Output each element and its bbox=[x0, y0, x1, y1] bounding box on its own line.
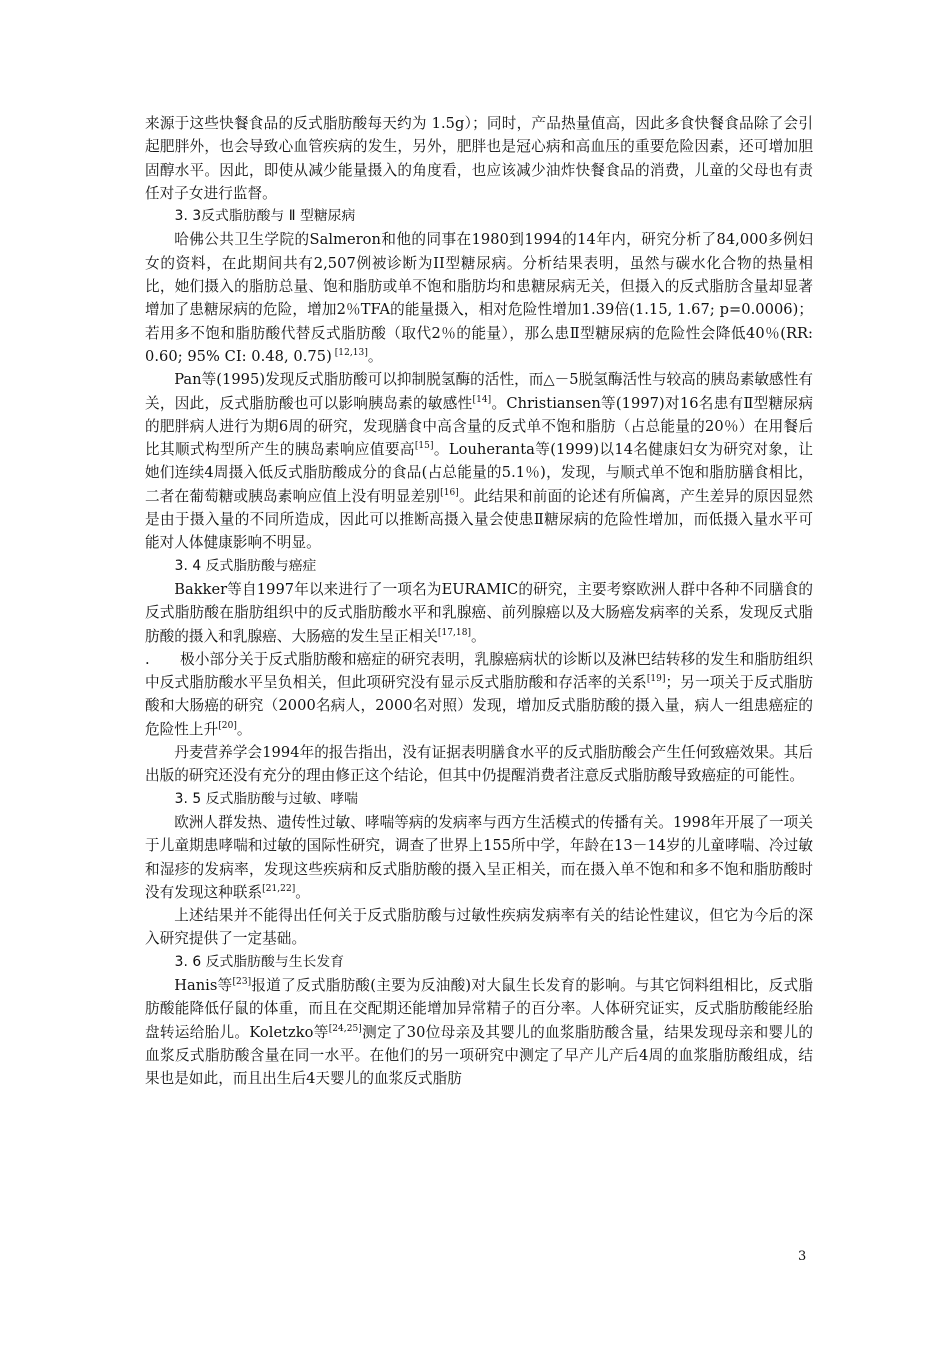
page-number: 3 bbox=[798, 1249, 807, 1264]
paragraph-text: 极小部分关于反式脂肪酸和癌症的研究表明，乳腺癌病状的诊断以及淋巴结转移的发生和脂肪组织中反式脂肪酸水平呈负相关，但此项研究没有显示反式脂肪酸和存活率的关系 bbox=[145, 650, 813, 692]
paragraph-text: 。Louheranta等(1999)以14名健康妇女为研究对象，让她们连续4周摄入低反式脂肪酸成分的食品(占总能量的5.1％)，发现，与顺式单不饱和脂肪膳食相比，二者在葡萄糖或胰岛素响应值上没有明显差别 bbox=[145, 441, 813, 505]
paragraph-text: 。 bbox=[367, 347, 383, 365]
citation: [15] bbox=[414, 441, 434, 452]
paragraph-3-3-b bbox=[145, 368, 813, 554]
paragraph-text: 。 bbox=[471, 627, 486, 645]
paragraph-3-5-b bbox=[145, 904, 813, 951]
citation: [19] bbox=[646, 674, 666, 685]
citation: [21,22] bbox=[262, 883, 296, 894]
section-heading-3-4: 3. 4 反式脂肪酸与癌症 bbox=[174, 557, 317, 574]
paragraph-text: 。 bbox=[236, 720, 252, 738]
paragraph-text: 。此结果和前面的论述有所偏离，产生差异的原因显然是由于摄入量的不同所造成，因此可以推断高摄入量会使患Ⅱ糖尿病的危险性增加，而低摄入量水平可能对人体健康影响不明显。 bbox=[145, 487, 813, 552]
paragraph-3-6-a bbox=[145, 974, 813, 1090]
paragraph-3-4-a bbox=[145, 578, 813, 648]
section-heading-3-5: 3. 5 反式脂肪酸与过敏、哮喘 bbox=[174, 790, 358, 807]
citation: [14] bbox=[472, 394, 492, 405]
paragraph-text: 哈佛公共卫生学院的Salmeron和他的同事在1980到1994的14年内，研究分析了84,000多例妇女的资料，在此期间共有2,507例被诊断为II型糖尿病。分析结果表明，虽然与碳水化合物的热量相比，她们摄入的脂肪总量、饱和脂肪或单不饱和脂肪均和患糖尿病无关，但摄入的反式脂肪含量却显著增加了患糖尿病的危险，增加2％TFA的能量摄入，相对危险性增加1.39倍(1.15, 1.67; p=0.0006)；若用多不饱和脂肪酸代替反式脂肪酸（取代2％的能量），那么患Ⅱ型糖尿病的危险性会降低40％(RR: 0.60; 95% CI: 0.48, 0.75) bbox=[145, 231, 813, 365]
paragraph-text: Hanis等 bbox=[174, 976, 233, 994]
body-text bbox=[145, 112, 813, 1090]
section-heading-3-6: 3. 6 反式脂肪酸与生长发育 bbox=[174, 953, 345, 970]
paragraph-3-3-a bbox=[145, 228, 813, 368]
paragraph-text: 丹麦营养学会1994年的报告指出，没有证据表明膳食水平的反式脂肪酸会产生任何致癌效果。其后出版的研究还没有充分的理由修正这个结论，但其中仍提醒消费者注意反式脂肪酸导致癌症的可能性。 bbox=[145, 744, 813, 785]
paragraph-3-4-b bbox=[145, 648, 813, 741]
paragraph-text: ；另一项关于反式脂肪酸和大肠癌的研究（2000名病人，2000名对照）发现，增加反式脂肪酸的摄入量，病人一组患癌症的危险性上升 bbox=[145, 674, 813, 738]
intro-text: 来源于这些快餐食品的反式脂肪酸每天约为 1.5g）；同时，产品热量值高，因此多食快餐食品除了会引起肥胖外，也会导致心血管疾病的发生，另外，肥胖也是冠心病和高血压的重要危险因素，还可增加胆固醇水平。因此，即使从减少能量摄入的角度看，也应该减少油炸快餐食品的消费，儿童的父母也有责任对子女进行监督。 bbox=[145, 115, 813, 202]
intro-paragraph bbox=[145, 112, 813, 205]
citation: [20] bbox=[218, 720, 237, 731]
paragraph-text: 欧洲人群发热、遗传性过敏、哮喘等病的发病率与西方生活模式的传播有关。1998年开展了一项关于儿童期患哮喘和过敏的国际性研究，调查了世界上155所中学，年龄在13－14岁的儿童哮喘、冷过敏和湿疹的发病率，发现这些疾病和反式脂肪酸的摄入呈正相关，而在摄入单不饱和和多不饱和脂肪酸时没有发现这种联系 bbox=[145, 813, 813, 901]
paragraph-text: 。 bbox=[295, 883, 310, 901]
citation: [17,18] bbox=[437, 627, 472, 638]
citation: [24,25] bbox=[328, 1023, 362, 1034]
paragraph-text: Pan等(1995)发现反式脂肪酸可以抑制脱氢酶的活性，而△－5脱氢酶活性与较高的胰岛素敏感性有关，因此，反式脂肪酸也可以影响胰岛素的敏感性 bbox=[145, 371, 813, 412]
citation: [16] bbox=[440, 487, 459, 498]
paragraph-text: 测定了30位母亲及其婴儿的血浆脂肪酸含量，结果发现母亲和婴儿的血浆反式脂肪酸含量在同一水平。在他们的另一项研究中测定了早产儿产后4周的血浆脂肪酸组成，结果也是如此，而且出生后4天婴儿的血浆反式脂肪 bbox=[145, 1023, 813, 1088]
paragraph-text: 上述结果并不能得出任何关于反式脂肪酸与过敏性疾病发病率有关的结论性建议，但它为今后的深入研究提供了一定基础。 bbox=[145, 907, 813, 948]
section-heading-3-3: 3. 3反式脂肪酸与 Ⅱ 型糖尿病 bbox=[174, 208, 356, 225]
paragraph-text: 报道了反式脂肪酸(主要为反油酸)对大鼠生长发育的影响。与其它饲料组相比，反式脂肪酸能降低仔鼠的体重，而且在交配期还能增加异常精子的百分率。人体研究证实，反式脂肪酸能经胎盘转运给胎儿。Koletzko等 bbox=[145, 976, 813, 1041]
citation: [23] bbox=[232, 976, 252, 987]
paragraph-text: Bakker等自1997年以来进行了一项名为EURAMIC的研究，主要考察欧洲人群中各种不同膳食的反式脂肪酸在脂肪组织中的反式脂肪酸水平和乳腺癌、前列腺癌以及大肠癌发病率的关系，发现反式脂肪酸的摄入和乳腺癌、大肠癌的发生呈正相关 bbox=[145, 580, 813, 645]
paragraph-3-5-a bbox=[145, 811, 813, 904]
citation: [12,13] bbox=[331, 347, 368, 358]
stray-dot: . bbox=[145, 650, 150, 668]
paragraph-text: 。Christiansen等(1997)对16名患有Ⅱ型糖尿病的肥胖病人进行为期6周的研究，发现膳食中高含量的反式单不饱和脂肪（占总能量的20％）在用餐后比其顺式构型所产生的胰岛素响应值要高 bbox=[145, 394, 813, 459]
paragraph-3-4-c bbox=[145, 741, 813, 788]
